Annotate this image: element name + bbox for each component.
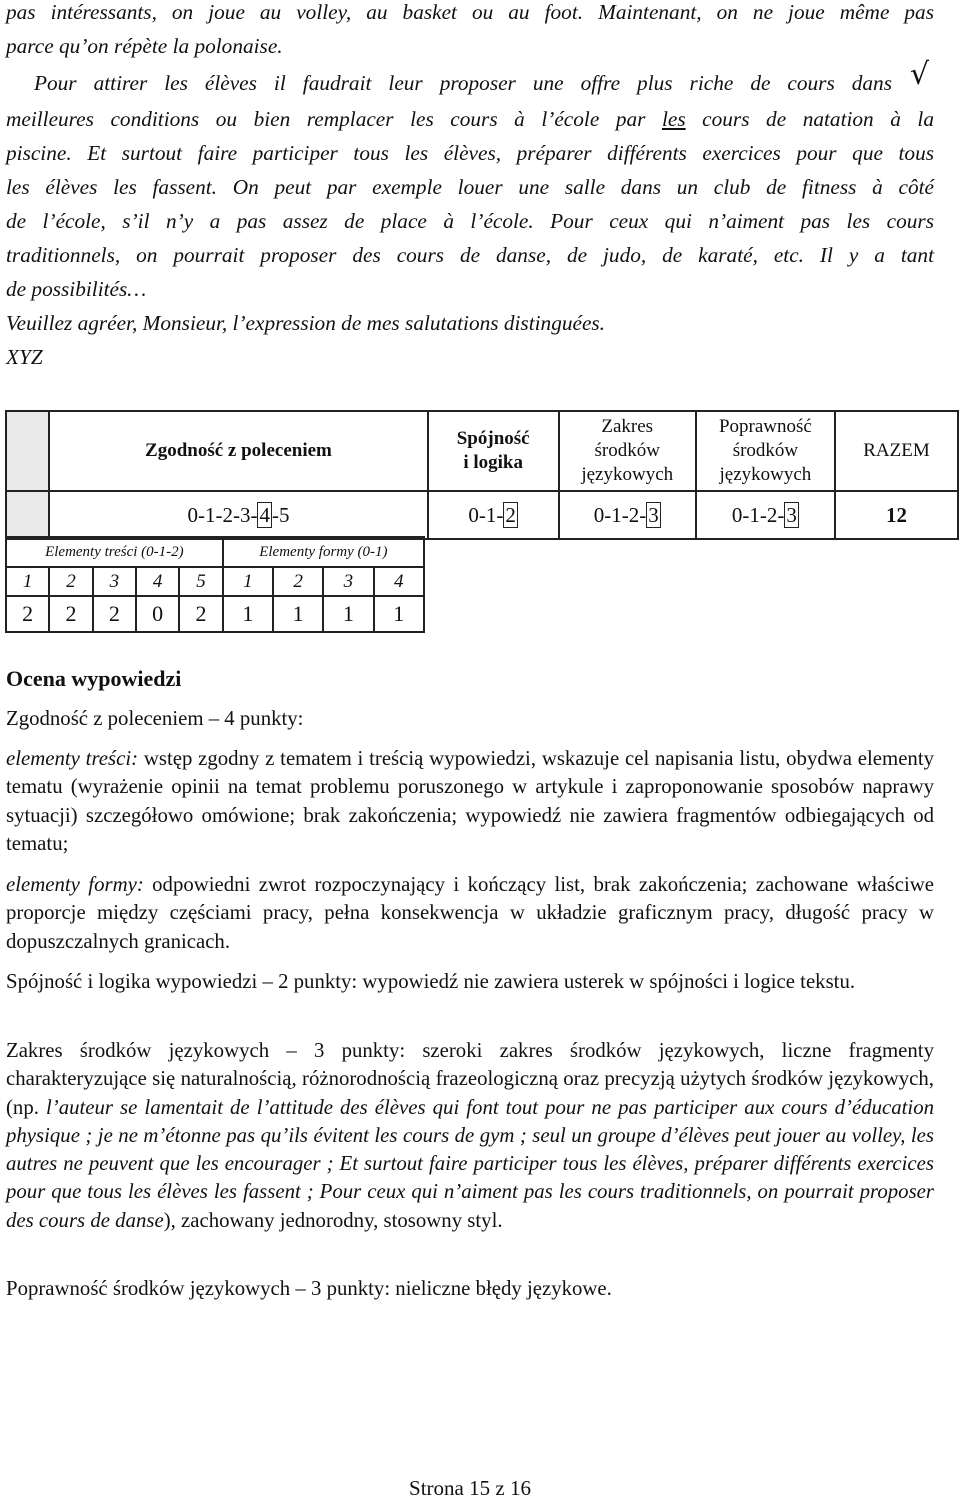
element-points: 2 [49,596,92,632]
page-footer: Strona 15 z 16 [409,1476,531,1500]
element-number: 5 [179,567,222,596]
zakres-paragraph: Zakres środków językowych – 3 punkty: szeroki zakres środków językowych, liczne fragmenty charakteryzujące się naturalnością, różnorodnością frazeologiczną oraz precyzją użytych środków językowych, (np. l’auteur se lamentait de l’attitude des élèves qui font tout pour ne pas participer aux cours d’éducation physique ; je ne m’étonne pas qu’ils évitent les cours de gym ; seul un groupe d’élèves peut jouer au volley, les autres ne peuvent que les encourager ; Et surtout faire participer tous les élèves, préparer différents exercices pour que tous les élèves les fassent ; Pour ceux qui n’aiment pas les cours traditionnels, on pourrait proposer des cours de danse), zachowany jednorodny, stosowny styl. [6,1039,934,1232]
element-points: 1 [374,596,424,632]
underlined-word: les [661,107,686,131]
spojnosc-paragraph: Spójność i logika wypowiedzi – 2 punkty: wypowiedź nie zawiera usterek w spójności i logice tekstu. [6,970,856,993]
letter-line-4: meilleures conditions ou bien remplacer les cours à l’école par les cours de natation à la [6,107,934,131]
value-poprawnosc: 0-1-2-3 [696,491,835,539]
element-points: 1 [223,596,273,632]
letter-line-2: parce qu’on répète la polonaise. [6,34,283,58]
forma-paragraph: elementy formy: odpowiedni zwrot rozpoczynający i kończący list, brak zakończenia; zachowane właściwe proporcje między częściami pracy, pełna konsekwencja w układzie graficznym pracy, długość pracy w dopuszczalnych granicach. [6,873,934,953]
tresc-paragraph: elementy treści: wstęp zgodny z tematem i treścią wypowiedzi, wskazuje cel napisania listu, obydwa elementy tematu (wyrażenie opinii na temat problemu poruszonego w artykule i zaproponowanie sposobów naprawy sytuacji) szczegółowo omówione; brak zakończenia; wypowiedź nie zawiera fragmentów odbiegających od tematu; [6,747,934,855]
value-zakres: 0-1-2-3 [559,491,696,539]
element-number: 3 [323,567,373,596]
element-number: 1 [223,567,273,596]
letter-line-9: de possibilités… [6,277,147,301]
element-number: 4 [136,567,179,596]
score-table [5,410,959,540]
element-points: 1 [323,596,373,632]
shaded-cell [6,411,49,491]
value-razem: 12 [835,491,958,539]
check-mark-icon: √ [910,57,930,92]
header-spojnosc: Spójność i logika [428,411,559,491]
element-number: 2 [49,567,92,596]
value-zgodnosc: 0-1-2-3-4-5 [49,491,427,539]
element-number: 3 [93,567,136,596]
element-number: 1 [6,567,49,596]
value-spojnosc: 0-1-2 [428,491,559,539]
tresc-caption: Elementy treści (0-1-2) [6,537,223,567]
element-points: 1 [273,596,323,632]
header-zakres: Zakres środków językowych [559,411,696,491]
element-number: 2 [273,567,323,596]
header-zgodnosc: Zgodność z poleceniem [49,411,427,491]
zgodnosc-line: Zgodność z poleceniem – 4 punkty: [6,707,304,730]
letter-line-3: Pour attirer les élèves il faudrait leur proposer une offre plus riche de cours dans [34,71,892,95]
element-points: 2 [6,596,49,632]
letter-line-1: pas intéressants, on joue au volley, au basket ou au foot. Maintenant, on ne joue même pas [6,0,934,24]
letter-line-8: traditionnels, on pourrait proposer des cours de danse, de judo, de karaté, etc. Il y a tant [6,243,934,267]
forma-caption: Elementy formy (0-1) [223,537,424,567]
letter-line-6: les élèves les fassent. On peut par exemple louer une salle dans un club de fitness à côté [6,175,934,199]
letter-signature: XYZ [6,345,43,369]
poprawnosc-paragraph: Poprawność środków językowych – 3 punkty: nieliczne błędy językowe. [6,1277,612,1300]
element-points: 0 [136,596,179,632]
element-number: 4 [374,567,424,596]
assessment-heading: Ocena wypowiedzi [6,666,182,691]
element-points: 2 [93,596,136,632]
element-points: 2 [179,596,222,632]
letter-line-5: piscine. Et surtout faire participer tous les élèves, préparer différents exercices pour que tous [6,141,934,165]
letter-line-7: de l’école, s’il n’y a pas assez de place à l’école. Pour ceux qui n’aiment pas les cours [6,209,934,233]
letter-closing: Veuillez agréer, Monsieur, l’expression de mes salutations distinguées. [6,311,606,335]
header-razem: RAZEM [835,411,958,491]
shaded-cell [6,491,49,539]
detail-table [5,536,425,633]
header-poprawnosc: Poprawność środków językowych [696,411,835,491]
